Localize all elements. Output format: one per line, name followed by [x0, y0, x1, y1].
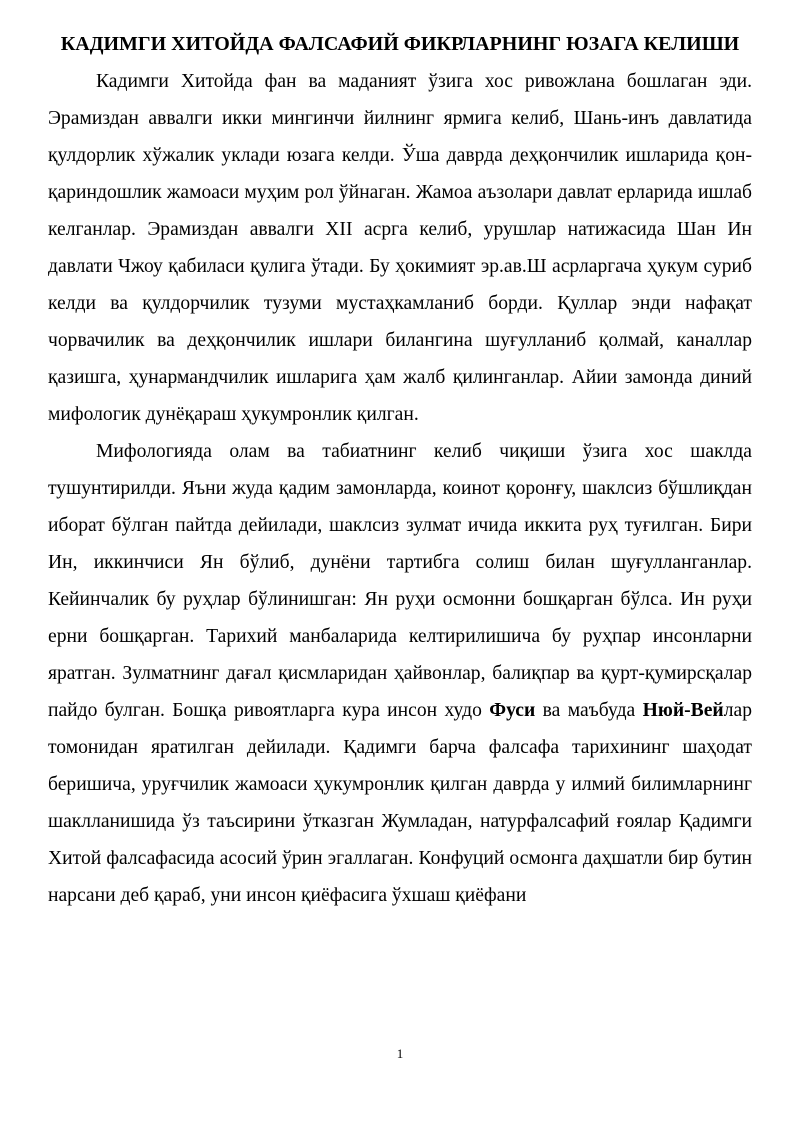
- paragraph-2-text-2: ва маъбуда: [535, 700, 643, 721]
- document-title: КАДИМГИ ХИТОЙДА ФАЛСАФИЙ ФИКРЛАРНИНГ ЮЗАГА КЕЛИШИ: [60, 33, 740, 55]
- paragraph-1: Кадимги Хитойда фан ва маданият ўзига хос ривожлана бошлаган эди. Эрамиздан аввалги икки мингинчи йилнинг ярмига келиб, Шань-инъ давлатида қулдорлик хўжалик уклади юзага келди. Ўша даврда деҳқончилик ишларида қон-қариндошлик жамоаси муҳим рол ўйнаган. Жамоа аъзолари давлат ерларида ишлаб келганлар. Эрамиздан аввалги XII асрга келиб, урушлар натижасида Шан Ин давлати Чжоу қабиласи қулига ўтади. Бу ҳокимият эр.ав.Ш асрлаpгача ҳукум суриб келди ва қулдорчилик тузуми мустаҳкамланиб борди. Қуллар энди нафақат чорвачилик ва деҳқончилик ишлари билангина шуғулланиб қолмай, каналлар қазишга, ҳунармандчилик ишларига ҳам жалб қилинганлар. Айии замонда диний мифологик дунёқараш ҳукумронлик қилган.: [48, 71, 752, 425]
- deity-name-fusi: Фуси: [489, 700, 536, 721]
- paragraph-2-text-3: лар томонидан яратилган дейилади. Қадимги барча фалсафа тарихининг шаҳодат беришича, уруғчилик жамоаси ҳукумронлик қилган даврда у илмий билимларнинг шаклланишида ўз таъсирини ўтказган Жумладан, натурфалсафий ғоялар Қадимги Хитой фалсафасида асосий ўрин эгаллаган. Конфуций осмонга даҳшатли бир бутин нарсани деб қараб, уни инсон қиёфасига ўхшаш қиёфани: [48, 700, 752, 906]
- page-number: 1: [396, 1046, 404, 1061]
- deity-name-nyui-vei: Нюй-Вей: [642, 700, 724, 721]
- document-page: [48, 26, 752, 914]
- paragraph-2: [48, 433, 752, 914]
- paragraph-2-text-1: Мифологияда олам ва табиатнинг келиб чиқиши ўзига хос шаклда тушунтирилди. Яъни жуда қадим замонларда, коинот қоронғу, шаклсиз бўшлиқдан иборат бўлган пайтда дейилади, шаклсиз зулмат ичида иккита руҳ туғилган. Бири Ин, иккинчиси Ян бўлиб, дунёни тартибга солиш билан шуғулланганлар. Кейинчалик бу руҳлар бўлинишган: Ян руҳи осмонни бошқарган бўлса. Ин руҳи ерни бошқарган. Тарихий манбаларида келтирилишича бу руҳпар инсонларни яратган. Зулматнинг дағал қисмларидан ҳайвонлар, балиқпар ва қурт-қумирсқалар пайдо булган. Бошқа ривоятларга кура инсон худо: [48, 441, 752, 721]
